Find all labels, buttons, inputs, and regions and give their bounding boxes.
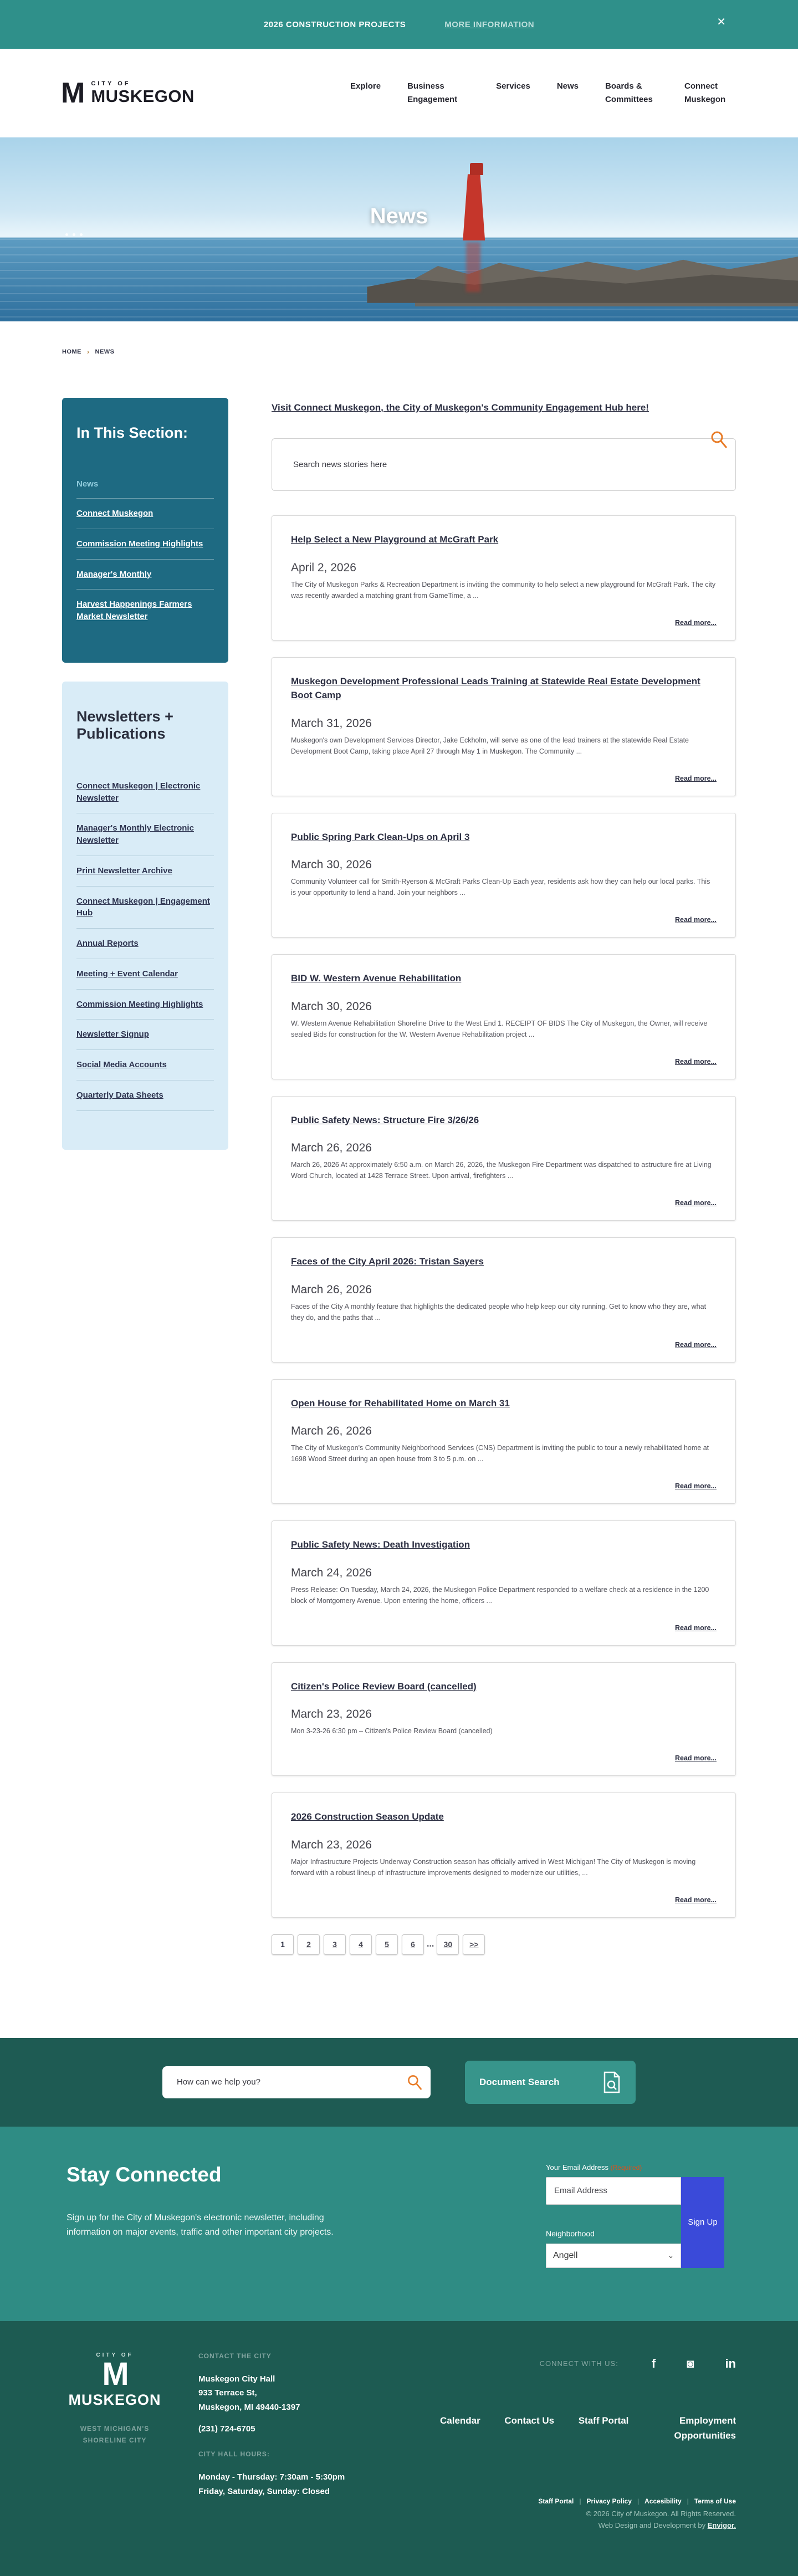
logo-m-icon: M xyxy=(61,77,84,109)
news-card-excerpt: Muskegon's own Development Services Director, Jake Eckholm, will serve as one of the lead trainers at the statewide Real Estate Development Boot Camp, taking place April 27 through May 1 in Muskegon. The Community ... xyxy=(291,736,689,755)
nav-item-business-engagement[interactable]: Business Engagement xyxy=(407,81,458,104)
footer-link-employment[interactable]: Employment Opportunities xyxy=(674,2415,736,2441)
news-card xyxy=(272,813,736,938)
news-card-title-link[interactable]: Public Safety News: Structure Fire 3/26/26 xyxy=(291,1114,479,1125)
news-card-excerpt: Faces of the City A monthly feature that highlights the dedicated people who help keep our city running. Get to know who they are, what they do, and the paths that ... xyxy=(291,1302,707,1322)
footer-contact-block xyxy=(198,2352,359,2499)
sidebar-item[interactable] xyxy=(76,590,214,632)
neighborhood-label: Neighborhood xyxy=(546,2229,595,2238)
news-card-date: March 30, 2026 xyxy=(291,858,372,872)
logo-wordmark xyxy=(91,80,195,106)
newsletter-link[interactable]: Connect Muskegon | Engagement Hub xyxy=(76,896,210,918)
pagination-next-icon[interactable]: >> xyxy=(463,1934,485,1955)
news-card xyxy=(272,1237,736,1363)
read-more-link[interactable]: Read more... xyxy=(674,1754,717,1763)
news-search-input[interactable] xyxy=(272,438,736,491)
footer-right xyxy=(390,2352,736,2499)
hours-line: Friday, Saturday, Sunday: Closed xyxy=(198,2486,330,2496)
search-icon[interactable] xyxy=(406,2073,423,2090)
footer-legal xyxy=(538,2497,736,2529)
hero-banner xyxy=(0,137,798,321)
breadcrumb-home[interactable]: HOME xyxy=(62,349,81,355)
alert-banner xyxy=(0,0,798,49)
pagination-ellipsis: ... xyxy=(427,1939,434,1949)
page-content xyxy=(0,348,798,2038)
footer-logo-m-icon: M xyxy=(102,2355,127,2392)
news-card-excerpt: The City of Muskegon Parks & Recreation Department is inviting the community to help select a new playground for McGraft Park. The city was recently awarded a matching grant from GameTime, a ... xyxy=(291,580,716,600)
newsletter-item[interactable] xyxy=(76,771,214,814)
legal-link[interactable]: Staff Portal xyxy=(538,2497,574,2505)
top-navigation xyxy=(0,49,798,137)
newsletter-item[interactable] xyxy=(76,959,214,990)
connect-with-us-label: CONNECT WITH US: xyxy=(539,2359,618,2368)
news-card-date: March 31, 2026 xyxy=(291,716,372,730)
sidebar-link[interactable]: Commission Meeting Highlights xyxy=(76,539,203,549)
news-card-title-link[interactable]: 2026 Construction Season Update xyxy=(291,1811,444,1822)
pagination-page[interactable]: 3 xyxy=(324,1934,346,1955)
nav-item-connect-muskegon[interactable]: Connect Muskegon xyxy=(684,81,726,104)
news-search xyxy=(272,438,736,491)
news-card-date: March 26, 2026 xyxy=(291,1283,372,1296)
news-card-title-link[interactable]: Faces of the City April 2026: Tristan Sayers xyxy=(291,1256,484,1267)
newsletters-publications-box xyxy=(62,682,228,1150)
connect-muskegon-intro-link[interactable]: Visit Connect Muskegon, the City of Muskegon's Community Engagement Hub here! xyxy=(272,402,649,413)
newsletter-link[interactable]: Manager's Monthly Electronic Newsletter xyxy=(76,823,194,845)
alert-banner-text: 2026 CONSTRUCTION PROJECTS xyxy=(263,19,406,29)
news-card-date: March 26, 2026 xyxy=(291,1141,372,1155)
pagination-page[interactable]: 6 xyxy=(402,1934,424,1955)
footer-logo[interactable]: CITY OF M MUSKEGON WEST MICHIGAN'S SHORELINE CITY xyxy=(62,2352,167,2499)
newsletter-link[interactable]: Commission Meeting Highlights xyxy=(76,999,203,1009)
in-this-section-box xyxy=(62,398,228,663)
in-this-section-title: In This Section: xyxy=(76,424,188,441)
news-card xyxy=(272,1520,736,1646)
sidebar-item[interactable] xyxy=(76,499,214,529)
city-hall-hours-label: CITY HALL HOURS: xyxy=(198,2450,270,2459)
phone-number[interactable]: (231) 724-6705 xyxy=(198,2424,255,2434)
credit-line: Web Design and Development by Envigor. xyxy=(598,2521,736,2529)
breadcrumb xyxy=(62,348,736,356)
sidebar-link[interactable]: Connect Muskegon xyxy=(76,509,154,518)
nav-menu xyxy=(350,80,737,106)
close-icon[interactable]: ✕ xyxy=(717,16,726,28)
document-search-icon xyxy=(602,2071,621,2093)
hours-line: Monday - Thursday: 7:30am - 5:30pm xyxy=(198,2472,345,2482)
news-card xyxy=(272,1793,736,1918)
social-icons xyxy=(652,2357,736,2371)
legal-link[interactable]: | Privacy Policy xyxy=(574,2497,632,2505)
news-card-excerpt: Community Volunteer call for Smith-Ryerson & McGraft Parks Clean-Up Each year, residents ask how they can help our local parks. This is your opportunity to lend a hand. Join your neighbors ... xyxy=(291,878,710,897)
newsletter-item[interactable] xyxy=(76,990,214,1020)
page-title: News xyxy=(370,203,428,228)
address-line: Muskegon, MI 49440-1397 xyxy=(198,2402,300,2412)
pagination-page[interactable]: 4 xyxy=(350,1934,372,1955)
news-main-column xyxy=(272,389,736,1955)
pagination-page[interactable]: 5 xyxy=(376,1934,398,1955)
news-card xyxy=(272,657,736,796)
linkedin-icon[interactable]: in xyxy=(725,2356,736,2370)
nav-item-news[interactable]: News xyxy=(556,81,579,91)
email-field[interactable] xyxy=(546,2177,681,2205)
copyright-text: © 2026 City of Muskegon. All Rights Reserved. xyxy=(586,2509,736,2518)
sidebar-link[interactable]: Manager's Monthly xyxy=(76,569,152,579)
news-card-excerpt: March 26, 2026 At approximately 6:50 a.m. on March 26, 2026, the Muskegon Fire Department was dispatched to astructure fire at Living Word Church, located at 1428 Terrace Street. Upon arrival, firefighters ... xyxy=(291,1161,712,1180)
document-search-button[interactable] xyxy=(465,2061,636,2104)
site-search-input[interactable] xyxy=(162,2066,431,2098)
newsletter-item[interactable] xyxy=(76,856,214,887)
news-card-date: March 24, 2026 xyxy=(291,1566,372,1579)
site-search xyxy=(162,2066,431,2098)
newsletter-link[interactable]: Newsletter Signup xyxy=(76,1030,149,1039)
stay-connected-description: Sign up for the City of Muskegon's electronic newsletter, including information on major events, traffic and other important city projects. xyxy=(66,2213,334,2237)
lighthouse-reflection xyxy=(466,242,480,292)
required-indicator: (Required) xyxy=(610,2163,642,2172)
read-more-link[interactable]: Read more... xyxy=(674,618,717,627)
search-icon[interactable] xyxy=(709,429,728,448)
chevron-down-icon: ⌄ xyxy=(668,2251,674,2260)
news-card-title-link[interactable]: Help Select a New Playground at McGraft Park xyxy=(291,534,499,545)
read-more-link[interactable]: Read more... xyxy=(674,1340,717,1349)
newsletter-link[interactable]: Quarterly Data Sheets xyxy=(76,1090,163,1100)
newsletter-item[interactable] xyxy=(76,1050,214,1080)
sidebar xyxy=(62,389,228,1150)
read-more-link[interactable]: Read more... xyxy=(674,774,717,782)
legal-links xyxy=(538,2497,736,2505)
news-card-title-link[interactable]: Public Spring Park Clean-Ups on April 3 xyxy=(291,831,470,842)
read-more-link[interactable]: Read more... xyxy=(674,1057,717,1066)
footer-link-contact-us[interactable]: Contact Us xyxy=(504,2415,555,2426)
site-search-band xyxy=(0,2038,798,2127)
newsletter-link[interactable]: Annual Reports xyxy=(76,939,139,948)
news-card xyxy=(272,1096,736,1221)
news-card xyxy=(272,515,736,641)
newsletter-link[interactable]: Print Newsletter Archive xyxy=(76,866,172,875)
sidebar-item[interactable] xyxy=(76,560,214,590)
news-card-title-link[interactable]: Open House for Rehabilitated Home on March 31 xyxy=(291,1397,510,1409)
instagram-icon[interactable]: ◙ xyxy=(687,2356,694,2370)
stay-connected-title: Stay Connected xyxy=(66,2163,222,2186)
city-logo[interactable] xyxy=(61,79,195,107)
news-card-title-link[interactable]: Muskegon Development Professional Leads Training at Statewide Real Estate Development Boot Camp xyxy=(291,675,700,701)
breadcrumb-current: NEWS xyxy=(95,349,115,355)
news-card-date: March 30, 2026 xyxy=(291,1000,372,1013)
news-card xyxy=(272,1662,736,1776)
nav-item-boards-committees[interactable]: Boards & Committees xyxy=(605,81,653,104)
nav-item-services[interactable]: Services xyxy=(496,81,530,91)
footer-tagline: WEST MICHIGAN'S SHORELINE CITY xyxy=(80,2424,150,2445)
newsletter-link[interactable]: Connect Muskegon | Electronic Newsletter xyxy=(76,781,201,803)
lighthouse-top xyxy=(470,163,483,175)
newsletter-item[interactable] xyxy=(76,929,214,959)
sign-up-button[interactable]: Sign Up xyxy=(681,2177,724,2268)
news-card-excerpt: The City of Muskegon's Community Neighborhood Services (CNS) Department is inviting the public to tour a newly rehabilitated home at 1698 Wood Street during an open house from 3 to 5 p.m. on ... xyxy=(291,1444,709,1463)
news-card-date: April 2, 2026 xyxy=(291,561,356,574)
newsletter-item[interactable] xyxy=(76,887,214,929)
news-card-date: March 23, 2026 xyxy=(291,1838,372,1851)
address-line: Muskegon City Hall xyxy=(198,2374,275,2384)
read-more-link[interactable]: Read more... xyxy=(674,1482,717,1491)
sidebar-link[interactable]: Harvest Happenings Farmers Market Newsletter xyxy=(76,600,192,621)
document-search-label: Document Search xyxy=(479,2076,560,2087)
address-line: 933 Terrace St, xyxy=(198,2388,257,2398)
breadcrumb-separator: › xyxy=(87,348,90,356)
sidebar-active-label: News xyxy=(76,479,99,489)
facebook-icon[interactable]: f xyxy=(651,2356,656,2370)
neighborhood-selected-value: Angell xyxy=(553,2250,578,2260)
footer-quick-links xyxy=(440,2413,736,2443)
newsletter-item[interactable] xyxy=(76,1020,214,1050)
legal-link[interactable]: | Accesibility xyxy=(632,2497,682,2505)
neighborhood-select[interactable] xyxy=(546,2244,681,2268)
sidebar-item[interactable] xyxy=(76,529,214,560)
sidebar-item-news-active xyxy=(76,470,214,499)
pagination-last-page[interactable]: 30 xyxy=(437,1934,459,1955)
email-label: Your Email Address (Required) xyxy=(546,2163,642,2172)
news-card-date: March 23, 2026 xyxy=(291,1708,372,1721)
legal-link[interactable]: | Terms of Use xyxy=(682,2497,736,2505)
news-card-excerpt: Major Infrastructure Projects Underway Construction season has officially arrived in West Michigan! The City of Muskegon is moving forward with a robust lineup of infrastructure improvements designed to modernize our utilities, ... xyxy=(291,1857,696,1877)
news-card-title-link[interactable]: BID W. Western Avenue Rehabilitation xyxy=(291,973,462,984)
news-card-excerpt: Mon 3-23-26 6:30 pm – Citizen's Police Review Board (cancelled) xyxy=(291,1727,493,1735)
read-more-link[interactable]: Read more... xyxy=(674,1624,717,1632)
pagination-page-current[interactable]: 1 xyxy=(272,1934,294,1955)
news-card xyxy=(272,1379,736,1504)
newsletters-title: Newsletters + Publications xyxy=(76,708,173,742)
newsletter-link[interactable]: Social Media Accounts xyxy=(76,1060,167,1069)
carousel-dots-icon[interactable] xyxy=(65,233,83,236)
news-article-list xyxy=(272,515,736,1918)
news-card-excerpt: W. Western Avenue Rehabilitation Shoreline Drive to the West End 1. RECEIPT OF BIDS The City of Muskegon, the Owner, will receive sealed Bids for construction for the W. Western Avenue Rehabilitation project ... xyxy=(291,1019,708,1038)
newsletter-signup-form xyxy=(546,2163,732,2268)
read-more-link[interactable]: Read more... xyxy=(674,1896,717,1904)
pagination xyxy=(272,1934,736,1955)
newsletter-link[interactable]: Meeting + Event Calendar xyxy=(76,969,178,979)
stay-connected-intro xyxy=(66,2163,355,2268)
logo-city-of: CITY OF xyxy=(91,80,131,87)
newsletter-item[interactable] xyxy=(76,1080,214,1111)
logo-muskegon: MUSKEGON xyxy=(91,86,195,106)
read-more-link[interactable]: Read more... xyxy=(674,1199,717,1207)
news-card xyxy=(272,954,736,1079)
news-card-title-link[interactable]: Public Safety News: Death Investigation xyxy=(291,1539,470,1550)
footer-link-calendar[interactable]: Calendar xyxy=(440,2415,480,2426)
news-card-title-link[interactable]: Citizen's Police Review Board (cancelled) xyxy=(291,1681,477,1692)
nav-item-explore[interactable]: Explore xyxy=(350,81,381,91)
stay-connected-section xyxy=(0,2127,798,2321)
footer-link-staff-portal[interactable]: Staff Portal xyxy=(578,2415,629,2426)
pagination-page[interactable]: 2 xyxy=(298,1934,320,1955)
alert-more-info-link[interactable]: MORE INFORMATION xyxy=(444,19,535,29)
footer xyxy=(0,2321,798,2576)
read-more-link[interactable]: Read more... xyxy=(674,916,717,924)
news-card-date: March 26, 2026 xyxy=(291,1425,372,1438)
envigor-link[interactable]: Envigor. xyxy=(707,2521,736,2529)
newsletter-item[interactable] xyxy=(76,813,214,856)
contact-the-city-label: CONTACT THE CITY xyxy=(198,2352,272,2360)
news-card-excerpt: Press Release: On Tuesday, March 24, 2026, the Muskegon Police Department responded to a welfare check at a residence in the 1200 block of Montgomery Avenue. Upon entering the home, officers ... xyxy=(291,1585,709,1605)
